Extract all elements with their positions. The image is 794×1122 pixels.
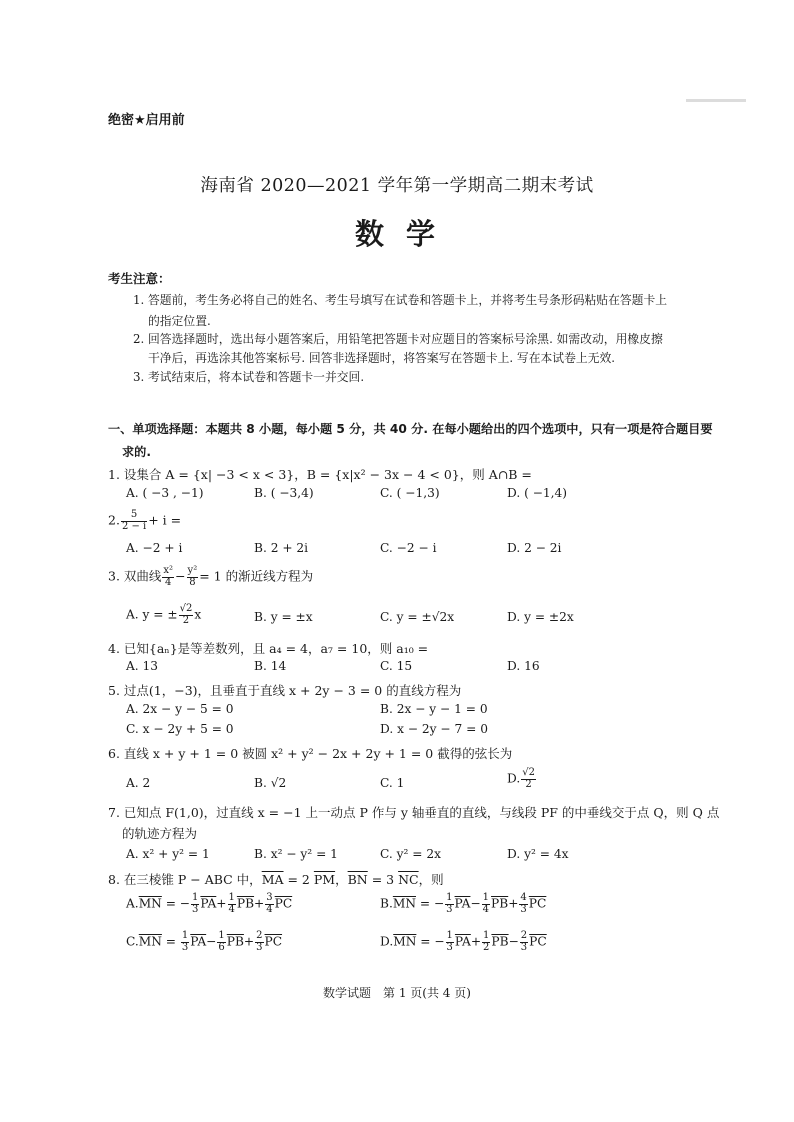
q8-b-f1n: 1 [446,892,453,903]
q8-a-f3 [265,893,273,915]
notice-item-1-cont: 的指定位置. [148,314,211,328]
q6-option-b: B. √2 [254,776,287,790]
q3-fraction-y [187,566,199,588]
exam-title: 海南省 2020—2021 学年第一学期高二期末考试 [200,176,594,196]
q6-d-num: √2 [522,767,535,778]
q8-a-pc: $\overline{PC}$ [274,896,293,911]
q8-c-pc: $\overline{PC}$ [264,934,283,949]
q8-d-f1 [446,931,454,953]
q1-option-a: A. ( −3 , −1) [126,486,204,500]
q8-c-f3n: 2 [256,930,263,941]
q8-b-f3 [519,893,527,915]
q8-a-f1 [191,893,199,915]
q8-d-f1n: 1 [446,930,453,941]
q8-d-s3: − [508,934,519,949]
q8-c-f2 [217,931,225,953]
q8-b-f3n: 4 [520,892,527,903]
q8-d-mn: $\overline{MN}$ [393,934,417,949]
q2-fraction [121,510,147,532]
q8-a-pb: $\overline{PB}$ [236,896,255,911]
q5-option-c: C. x − 2y + 5 = 0 [126,722,234,736]
q3-a-post: x [194,607,202,622]
confidential-label: 绝密★启用前 [108,113,185,128]
question-3-stem [108,566,313,588]
question-7-stem-cont: 的轨迹方程为 [122,826,198,841]
notice-item-1: 1. 答题前，考生务必将自己的姓名、考生号填写在试卷和答题卡上，并将考生号条形码粘贴在答题卡上 [133,293,668,307]
notice-heading: 考生注意： [108,271,171,286]
q3-post: = 1 的渐近线方程为 [199,568,314,584]
q8-d-pb: $\overline{PB}$ [491,934,509,949]
q8-a-f1d: 3 [192,903,199,915]
q6-option-d [507,768,537,790]
q2-option-c: C. −2 − i [380,541,437,555]
q8-b-f1d: 3 [446,903,453,915]
q8-option-b [380,893,546,915]
page-footer: 数学试题 第 1 页(共 4 页) [323,986,471,1000]
q8-d-s2: + [470,934,482,949]
q8-a-s2: + [216,896,227,911]
q8-b-pc: $\overline{PC}$ [528,896,547,911]
q8-b-f1 [445,893,453,915]
q8-mid2: ， [335,872,348,887]
q2-frac-num: 5 [121,510,147,522]
q6-d-fraction [521,768,536,790]
q2-option-a: A. −2 + i [126,541,183,555]
q8-d-eq: = − [416,934,445,949]
q8-b-eq: = − [416,896,445,911]
q8-vec-pm: $\overline{PM}$ [313,872,336,887]
q8-c-s2: − [206,934,217,949]
question-1-stem: 1. 设集合 A = {x| −3 < x < 3}，B = {x|x² − 3x − 4 < 0}，则 A∩B = [108,467,532,482]
section-heading-cont: 求的. [122,445,152,459]
q6-d-pre: D. [507,771,521,786]
q7-option-c: C. y² = 2x [380,847,441,861]
q8-c-eq: = [161,934,180,949]
q8-c-pb: $\overline{PB}$ [226,934,244,949]
q8-b-mn: $\overline{MN}$ [392,896,416,911]
q8-c-pa: $\overline{PA}$ [190,934,207,949]
q8-a-f2d: 4 [228,903,235,915]
q8-vec-nc: $\overline{NC}$ [398,872,419,887]
q3-f2-num: y² [187,565,198,576]
q1-option-c: C. ( −1,3) [380,486,440,500]
q3-minus: − [175,568,186,584]
q8-c-f1 [181,931,189,953]
q7-option-b: B. x² − y² = 1 [254,847,338,861]
question-7-stem: 7. 已知点 F(1,0)，过直线 x = −1 上一动点 P 作与 y 轴垂直的直线，与线段 PF 的中垂线交于点 Q，则 Q 点 [108,805,720,820]
q8-b-f2n: 1 [482,892,490,903]
notice-item-2-cont: 干净后，再选涂其他答案标号. 回答非选择题时，将答案写在答题卡上. 写在本试卷上无效. [148,351,616,365]
q8-a-label: A. [126,896,139,911]
q8-d-label: D. [380,934,394,949]
q8-d-f2n: 1 [483,930,490,941]
q8-d-f1d: 3 [446,941,453,953]
q3-f2-den: 8 [189,576,196,588]
q8-mid1: = 2 [283,872,314,887]
notice-item-2: 2. 回答选择题时，选出每小题答案后，用铅笔把答题卡对应题目的答案标号涂黑. 如需改动，用橡皮擦 [133,332,663,346]
question-5-stem: 5. 过点(1，−3)，且垂直于直线 x + 2y − 3 = 0 的直线方程为 [108,683,462,698]
q6-option-c: C. 1 [380,776,405,790]
q8-a-pa: $\overline{PA}$ [200,896,217,911]
q3-option-b: B. y = ±x [254,610,313,624]
q3-f1-num: x² [163,565,174,576]
q2-option-b: B. 2 + 2i [254,541,309,555]
q8-vec-bn: $\overline{BN}$ [347,872,368,887]
q4-option-a: A. 13 [126,659,159,673]
q3-a-pre: A. y = ± [126,607,178,622]
section-heading: 一、单项选择题：本题共 8 小题，每小题 5 分，共 40 分. 在每小题给出的四个选项中，只有一项是符合题目要 [108,422,713,436]
q8-c-f2d: 6 [218,941,225,953]
question-8-stem [108,870,444,888]
q3-pre: 3. 双曲线 [108,568,162,584]
q8-c-f3 [255,931,263,953]
q8-a-mn: $\overline{MN}$ [138,896,162,911]
subject-title: 数学 [354,217,457,251]
q8-c-s3: + [243,934,255,949]
q3-fraction-x [162,566,174,588]
q8-option-c [126,931,282,953]
q8-post: ，则 [418,872,444,887]
q8-c-f1d: 3 [181,941,189,953]
notice-item-3: 3. 考试结束后，将本试卷和答题卡一并交回. [133,370,365,384]
q1-option-d: D. ( −1,4) [507,486,568,500]
q4-option-c: C. 15 [380,659,413,673]
q5-option-a: A. 2x − y − 5 = 0 [126,702,234,716]
q8-mid3: = 3 [367,872,399,887]
q8-a-f3d: 4 [266,903,273,915]
q7-option-d: D. y² = 4x [507,847,569,861]
q2-frac-den: 2 − i [121,520,147,532]
q8-d-f3 [520,931,528,953]
q8-option-d [380,931,547,953]
q3-a-den: 2 [182,614,190,626]
q3-f1-den: 4 [165,576,172,588]
q8-d-pa: $\overline{PA}$ [454,934,471,949]
q8-a-f2n: 1 [228,892,235,903]
q7-option-a: A. x² + y² = 1 [126,847,210,861]
q8-vec-ma: $\overline{MA}$ [261,872,284,887]
q3-a-fraction [179,604,194,626]
q8-b-s3: + [508,896,519,911]
question-6-stem: 6. 直线 x + y + 1 = 0 被圆 x² + y² − 2x + 2y + 1 = 0 截得的弦长为 [108,746,513,761]
q8-b-label: B. [380,896,393,911]
q8-b-f2 [482,893,490,915]
q2-option-d: D. 2 − 2i [507,541,562,555]
q8-a-f3n: 3 [266,892,273,903]
q3-option-c: C. y = ±√2x [380,610,455,624]
q1-option-b: B. ( −3,4) [254,486,314,500]
q3-a-num: √2 [179,603,193,614]
scan-mark [686,99,746,102]
q8-c-f2n: 1 [218,930,225,941]
q4-option-b: B. 14 [254,659,287,673]
q8-b-f3d: 3 [520,903,527,915]
q8-a-s3: + [254,896,265,911]
q5-option-d: D. x − 2y − 7 = 0 [380,722,488,736]
q8-c-f3d: 3 [256,941,263,953]
q8-option-a [126,893,292,915]
q8-d-f3n: 2 [520,930,528,941]
q8-pre: 8. 在三棱锥 P − ABC 中， [108,872,262,887]
q6-option-a: A. 2 [126,776,151,790]
q8-d-pc: $\overline{PC}$ [529,934,547,949]
q8-d-f2 [482,931,490,953]
q8-b-pb: $\overline{PB}$ [491,896,509,911]
q5-option-b: B. 2x − y − 1 = 0 [380,702,488,716]
q8-d-f2d: 2 [483,941,490,953]
question-2-stem [108,510,181,532]
q3-option-d: D. y = ±2x [507,610,574,624]
q2-rest: + i = [148,512,182,528]
q4-option-d: D. 16 [507,659,540,673]
q8-b-f2d: 4 [482,903,490,915]
q6-d-den: 2 [525,778,532,790]
q8-d-f3d: 3 [520,941,528,953]
question-4-stem: 4. 已知{aₙ}是等差数列，且 a₄ = 4，a₇ = 10，则 a₁₀ = [108,641,429,656]
q8-a-f1n: 1 [192,892,199,903]
q3-option-a [126,604,201,626]
q8-c-mn: $\overline{MN}$ [138,934,162,949]
q8-c-f1n: 1 [181,930,189,941]
q8-a-f2 [228,893,236,915]
q8-a-eq: = − [161,896,191,911]
q8-b-pa: $\overline{PA}$ [454,896,471,911]
q8-b-s2: − [470,896,481,911]
q2-number: 2. [108,512,120,528]
q8-c-label: C. [126,934,139,949]
